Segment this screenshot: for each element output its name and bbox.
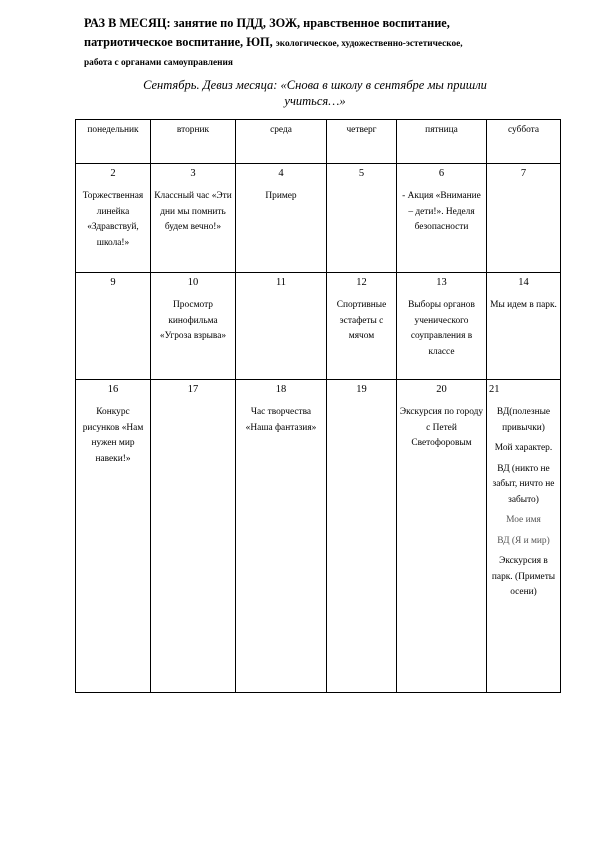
day-number: 14 (518, 277, 529, 288)
week-row-2 (76, 273, 561, 380)
day-cell (327, 380, 397, 693)
event-text: Просмотр кинофильма «Угроза взрыва» (159, 300, 227, 341)
event-text: Мы идем в парк. (490, 300, 557, 310)
event-item: Мой характер. (494, 443, 553, 453)
event-text: Конкурс рисунков «Нам нужен мир навеки!» (82, 407, 144, 464)
day-number: 13 (436, 277, 447, 288)
event-text: - Акция «Внимание – дети!». Неделя безопасности (402, 191, 481, 232)
day-number: 21 (489, 384, 500, 395)
event-text: Классный час «Эти дни мы помнить будем вечно!» (154, 191, 232, 232)
weekday-friday: пятница (397, 120, 487, 164)
day-number: 10 (187, 277, 199, 288)
event-text: Выборы органов ученического соуправления в классе (408, 300, 475, 357)
weekday-saturday: суббота (487, 120, 561, 164)
calendar-table (75, 119, 561, 693)
weekday-tuesday: вторник (151, 120, 236, 164)
day-number: 20 (436, 384, 447, 395)
day-cell (397, 164, 487, 273)
week-row-1 (76, 164, 561, 273)
day-number: 11 (275, 277, 287, 288)
day-cell (327, 273, 397, 380)
day-number: 18 (275, 384, 287, 395)
day-cell (76, 164, 151, 273)
day-number: 3 (190, 168, 196, 179)
header-line-2 (84, 33, 554, 54)
day-cell (487, 164, 561, 273)
day-cell (397, 273, 487, 380)
day-number: 17 (187, 384, 199, 395)
day-number: 12 (356, 277, 367, 288)
weekday-header-row (76, 120, 561, 164)
day-cell (236, 164, 327, 273)
event-item: ВД (никто не забыт, ничто не забыто) (492, 463, 555, 505)
day-number: 2 (110, 168, 116, 179)
event-text: Час творчества «Наша фантазия» (245, 407, 317, 433)
event-text: Спортивные эстафеты с мячом (336, 300, 387, 341)
day-cell (76, 380, 151, 693)
header-line-2-small: экологическое, художественно-эстетическое, (275, 39, 463, 49)
day-cell (327, 164, 397, 273)
day-number: 7 (520, 168, 527, 179)
event-text: Торжественная линейка «Здравствуй, школа!» (82, 191, 144, 248)
day-number: 16 (107, 384, 119, 395)
day-cell (151, 380, 236, 693)
event-item: ВД (Я и мир) (497, 535, 550, 546)
day-cell (151, 273, 236, 380)
event-item: ВД(полезные привычки) (496, 407, 551, 433)
motto-line-2: учиться…» (284, 94, 346, 108)
day-number: 9 (110, 277, 116, 288)
day-number: 4 (278, 168, 284, 179)
day-cell (487, 380, 561, 693)
day-number: 5 (358, 168, 365, 179)
day-number: 6 (438, 168, 445, 179)
day-number: 19 (356, 384, 367, 395)
month-motto (100, 77, 530, 109)
page-header (84, 14, 554, 73)
day-cell (236, 380, 327, 693)
event-text: Экскурсия по городу с Петей Светофоровым (399, 407, 484, 448)
weekday-wednesday: среда (236, 120, 327, 164)
event-text: Пример (265, 191, 297, 201)
day-cell (397, 380, 487, 693)
week-row-3 (76, 380, 561, 693)
day-cell (487, 273, 561, 380)
day-cell (151, 164, 236, 273)
header-line-1: РАЗ В МЕСЯЦ: занятие по ПДД, ЗОЖ, нравственное воспитание, (84, 16, 450, 30)
day-cell (236, 273, 327, 380)
header-line-2-main: патриотическое воспитание, ЮП, (84, 35, 276, 49)
event-item: Мое имя (506, 515, 541, 525)
day-cell (76, 273, 151, 380)
weekday-monday: понедельник (76, 120, 151, 164)
motto-line-1: Сентябрь. Девиз месяца: «Снова в школу в сентябре мы пришли (143, 78, 487, 92)
weekday-thursday: четверг (327, 120, 397, 164)
header-line-3: работа с органами самоуправления (84, 58, 233, 68)
event-item: Экскурсия в парк. (Приметы осени) (491, 556, 556, 597)
